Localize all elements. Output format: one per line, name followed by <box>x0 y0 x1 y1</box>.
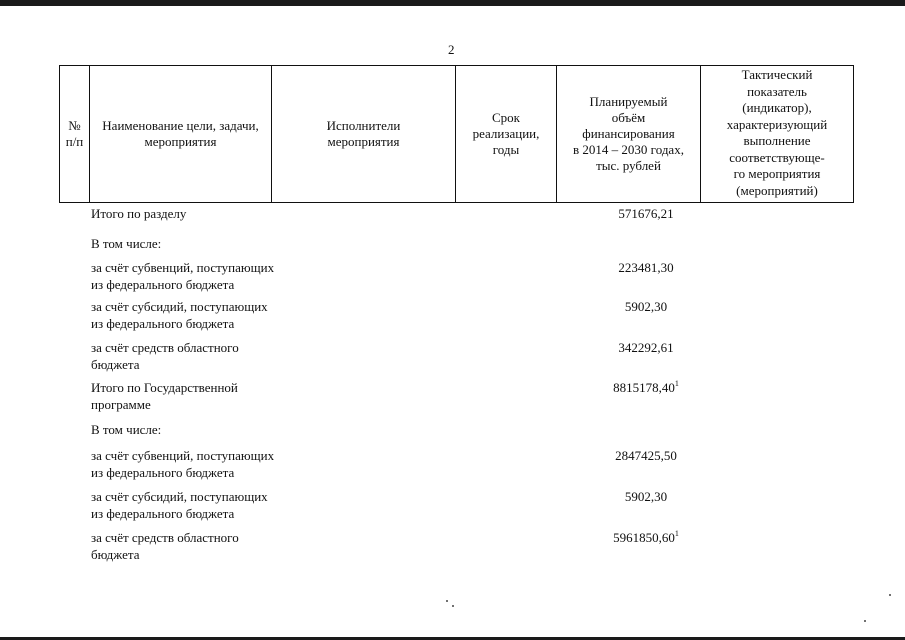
row-label-regional-budget-1: за счёт средств областного бюджета <box>91 340 239 372</box>
header-col-financing: Планируемый объём финансирования в 2014 – 2030 годах, тыс. рублей <box>557 66 701 203</box>
row-label-including-2: В том числе: <box>91 422 162 437</box>
row-value-regional-budget-1: 342292,61 <box>618 340 674 355</box>
header-col-number: № п/п <box>60 66 90 203</box>
header-col-period: Срок реализации, годы <box>456 66 557 203</box>
row-label-federal-subventions-1: за счёт субвенций, поступающих из федерального бюджета <box>91 260 275 292</box>
top-scan-border <box>0 0 905 6</box>
header-col-name: Наименование цели, задачи, мероприятия <box>90 66 272 203</box>
scan-speck <box>889 594 891 596</box>
row-label-regional-budget-2: за счёт средств областного бюджета <box>91 530 239 562</box>
row-value-federal-subventions-2: 2847425,50 <box>615 448 677 463</box>
row-value-federal-subventions-1: 223481,30 <box>618 260 674 275</box>
scan-speck <box>446 600 448 602</box>
row-value-regional-budget-2: 5961850,60$^1$ <box>613 529 679 545</box>
row-label-federal-subventions-2: за счёт субвенций, поступающих из федерального бюджета <box>91 448 275 480</box>
row-value-federal-subsidies-1: 5902,30 <box>624 299 668 314</box>
row-label-including-1: В том числе: <box>91 236 162 251</box>
row-value-total-section: 571676,21 <box>618 206 674 221</box>
row-label-total-section: Итого по разделу <box>91 206 187 221</box>
page-number: 2 <box>448 42 455 57</box>
scan-speck <box>452 605 454 607</box>
table-header <box>59 65 854 203</box>
row-value-total-program: 8815178,40$^1$ <box>613 379 679 395</box>
row-label-federal-subsidies-1: за счёт субсидий, поступающих из федерального бюджета <box>91 299 268 331</box>
row-label-federal-subsidies-2: за счёт субсидий, поступающих из федерального бюджета <box>91 489 268 521</box>
footnote-marker: 1 <box>674 379 679 388</box>
footnote-marker: 1 <box>674 529 679 538</box>
header-col-executors: Исполнители мероприятия <box>272 66 456 203</box>
row-value-federal-subsidies-2: 5902,30 <box>624 489 668 504</box>
row-label-total-program: Итого по Государственной программе <box>91 380 238 412</box>
header-col-indicator: Тактический показатель (индикатор), характеризующий выполнение соответствующе- го мероприятия (мероприятий) <box>701 66 854 203</box>
scan-speck <box>864 620 866 622</box>
